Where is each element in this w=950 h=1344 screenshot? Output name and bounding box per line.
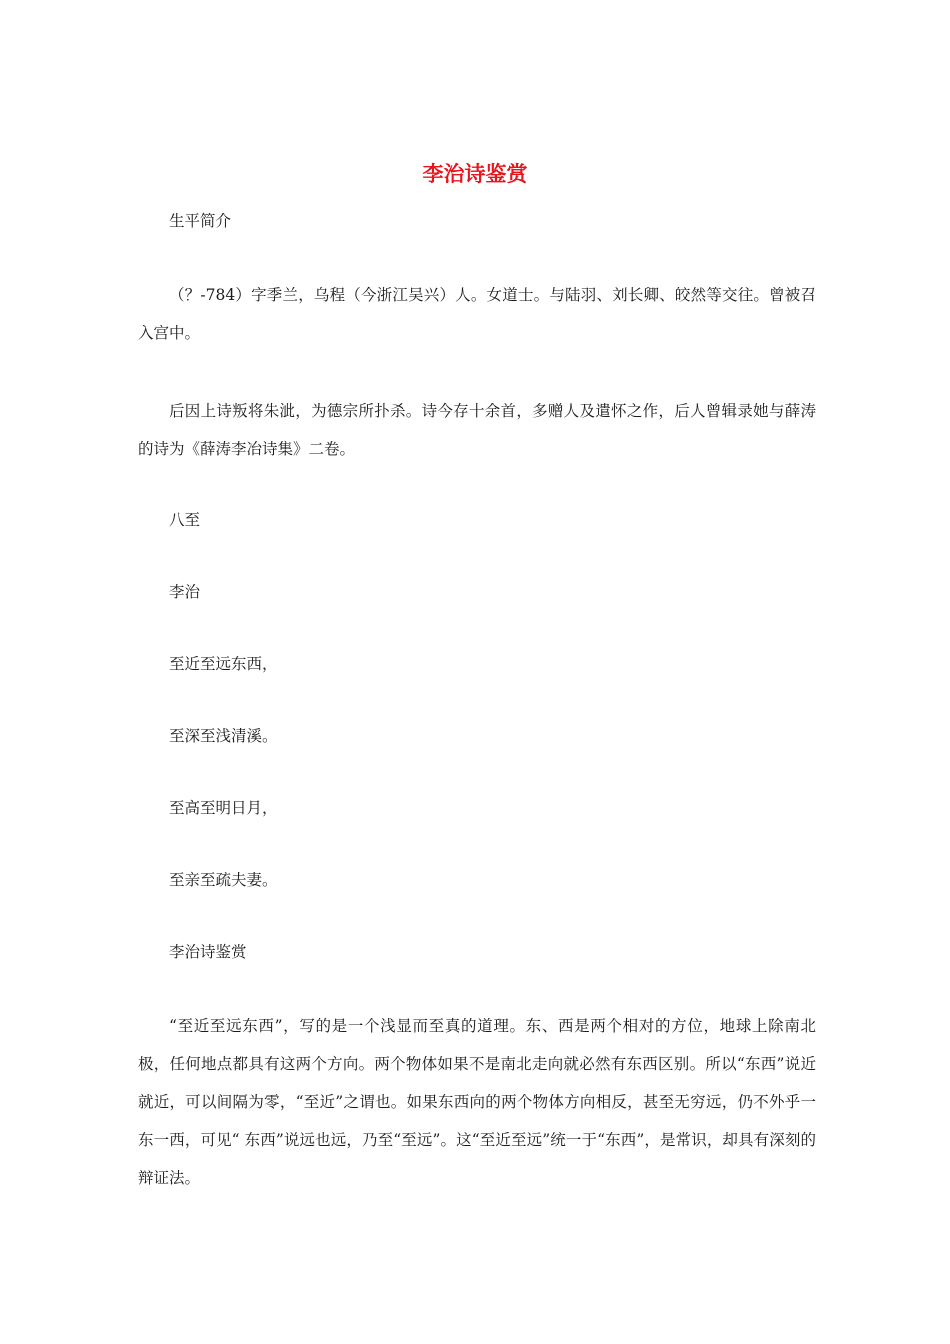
section-heading-bio: 生平简介 <box>169 212 232 230</box>
appreciation-paragraph-1: “至近至远东西”，写的是一个浅显而至真的道理。东、西是两个相对的方位，地球上除南北极，任何地点都具有这两个方向。两个物体如果不是南北走向就必然有东西区别。所以“东西”说近就近，可以间隔为零，“至近”之谓也。如果东西向的两个物体方向相反，甚至无穷远，仍不外乎一东一西，可见“ 东西”说远也远，乃至“至远”。这“至近至远”统一于“东西”，是常识，却具有深刻的辩证法。 <box>138 1017 816 1187</box>
bio-paragraph-1: （？-784）字季兰，乌程（今浙江吴兴）人。女道士。与陆羽、刘长卿、皎然等交往。曾被召入宫中。 <box>138 286 816 342</box>
poem-line: 至近至远东西， <box>169 655 278 673</box>
document-title: 李治诗鉴赏 <box>422 162 528 186</box>
poem-line: 至亲至疏夫妻。 <box>169 871 278 889</box>
section-heading-appreciation: 李治诗鉴赏 <box>169 943 247 961</box>
poem-line: 至高至明日月， <box>169 799 278 817</box>
bio-paragraph-2: 后因上诗叛将朱泚，为德宗所扑杀。诗今存十余首，多赠人及遣怀之作，后人曾辑录她与薛涛的诗为《薛涛李冶诗集》二卷。 <box>138 402 816 458</box>
poem-line: 至深至浅清溪。 <box>169 727 278 745</box>
poem-title: 八至 <box>169 511 201 529</box>
poem-author: 李治 <box>169 583 201 601</box>
